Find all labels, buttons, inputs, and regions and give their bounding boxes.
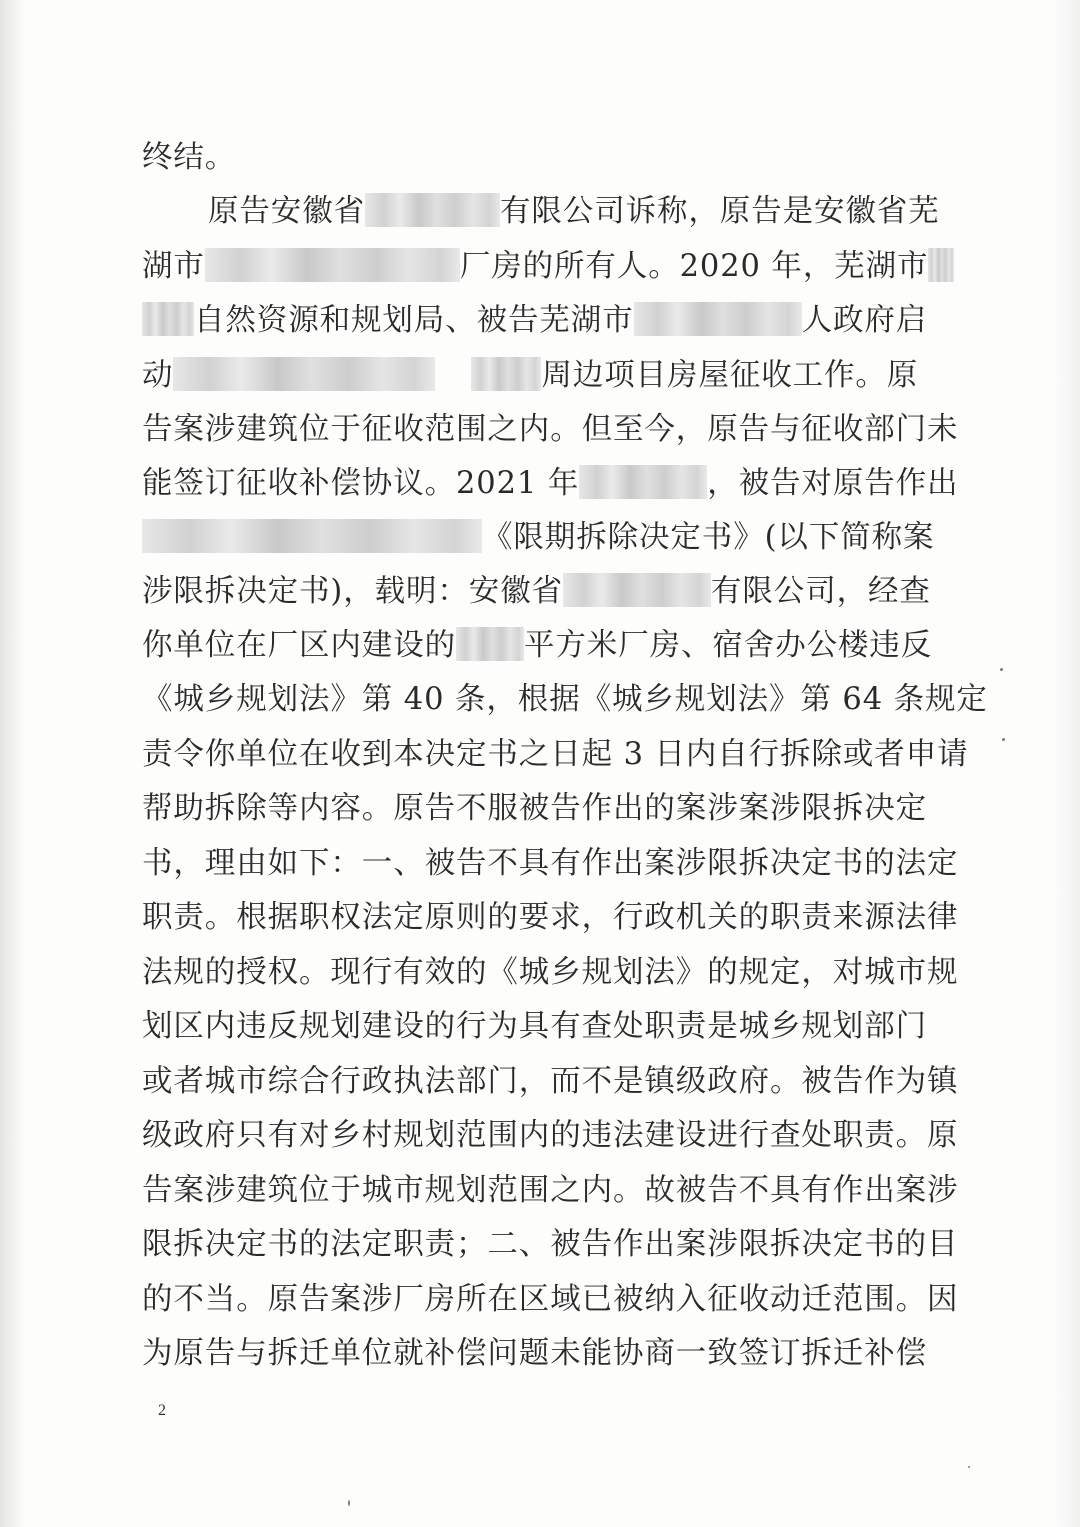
text-line-3 bbox=[142, 245, 929, 289]
text-segment: 的不当。原告案涉厂房所在区域已被纳入征收动迁范围。因 bbox=[142, 1282, 959, 1317]
redaction-block bbox=[173, 357, 435, 391]
text-line-18 bbox=[142, 1060, 959, 1104]
text-segment: 告案涉建筑位于城市规划范围之内。故被告不具有作出案涉 bbox=[142, 1173, 959, 1208]
text-line-8 bbox=[142, 516, 935, 560]
scan-speck bbox=[1000, 668, 1003, 671]
text-segment: 级政府只有对乡村规划范围内的违法建设进行查处职责。原 bbox=[142, 1118, 959, 1153]
scan-edge-shadow-left bbox=[0, 0, 26, 1527]
text-segment: 平方米厂房、宿舍办公楼违反 bbox=[524, 628, 933, 663]
scan-speck bbox=[348, 1500, 350, 1506]
text-segment: 划区内违反规划建设的行为具有查处职责是城乡规划部门 bbox=[142, 1009, 927, 1044]
text-line-16 bbox=[142, 951, 959, 995]
text-segment: 限拆决定书的法定职责；二、被告作出案涉限拆决定书的目 bbox=[142, 1227, 959, 1262]
text-segment: 人政府启 bbox=[801, 303, 928, 338]
text-line-2 bbox=[208, 190, 940, 234]
redaction-block bbox=[142, 302, 194, 336]
text-line-14 bbox=[142, 842, 959, 886]
scan-edge-shadow-right bbox=[1054, 0, 1080, 1527]
redaction-block bbox=[563, 573, 711, 607]
text-line-19 bbox=[142, 1114, 959, 1158]
text-segment: 你单位在厂区内建设的 bbox=[142, 628, 456, 663]
text-line-23 bbox=[142, 1332, 927, 1376]
text-segment: 职责。根据职权法定原则的要求，行政机关的职责来源法律 bbox=[142, 900, 959, 935]
scan-speck bbox=[1002, 738, 1005, 741]
text-segment: 为原告与拆迁单位就补偿问题未能协商一致签订拆迁补偿 bbox=[142, 1336, 927, 1371]
text-line-17 bbox=[142, 1005, 927, 1049]
redaction-block bbox=[456, 627, 524, 661]
text-line-15 bbox=[142, 896, 959, 940]
redaction-block bbox=[142, 519, 482, 553]
text-segment: 法规的授权。现行有效的《城乡规划法》的规定，对城市规 bbox=[142, 955, 959, 990]
text-segment: ，被告对原告作出 bbox=[707, 466, 959, 501]
scan-speck bbox=[968, 1466, 970, 1468]
redaction-block bbox=[471, 357, 541, 391]
text-line-6 bbox=[142, 408, 959, 452]
text-segment: 有限公司诉称，原告是安徽省芜 bbox=[500, 194, 940, 229]
text-segment: 有限公司，经查 bbox=[711, 574, 931, 609]
text-line-4 bbox=[142, 299, 928, 343]
text-segment: 动 bbox=[142, 358, 174, 393]
text-segment: 原告安徽省 bbox=[208, 194, 365, 229]
text-segment: 自然资源和规划局、被告芜湖市 bbox=[194, 303, 634, 338]
page-number: 2 bbox=[158, 1402, 166, 1419]
text-segment: 终结。 bbox=[142, 140, 237, 175]
text-line-11 bbox=[142, 678, 988, 722]
text-segment: 或者城市综合行政执法部门，而不是镇级政府。被告作为镇 bbox=[142, 1064, 959, 1099]
text-line-20 bbox=[142, 1169, 959, 1213]
redaction-block bbox=[205, 248, 460, 282]
redaction-block bbox=[579, 465, 707, 499]
text-segment: 湖市 bbox=[142, 249, 205, 284]
text-line-12 bbox=[142, 733, 969, 777]
text-line-13 bbox=[142, 787, 927, 831]
text-segment: 涉限拆决定书)，载明：安徽省 bbox=[142, 574, 563, 609]
text-line-5 bbox=[142, 354, 919, 398]
text-segment: 厂房的所有人。2020 年，芜湖市 bbox=[459, 249, 929, 284]
text-segment: 书，理由如下：一、被告不具有作出案涉限拆决定书的法定 bbox=[142, 846, 959, 881]
text-segment: 《限期拆除决定书》(以下简称案 bbox=[482, 520, 935, 555]
text-segment: 告案涉建筑位于征收范围之内。但至今，原告与征收部门未 bbox=[142, 412, 959, 447]
text-line-7 bbox=[142, 462, 959, 506]
redaction-block bbox=[365, 193, 500, 227]
redaction-block bbox=[928, 248, 954, 282]
text-segment: 《城乡规划法》第 40 条，根据《城乡规划法》第 64 条规定 bbox=[142, 682, 988, 717]
redaction-block bbox=[634, 302, 802, 336]
text-line-10 bbox=[142, 624, 933, 668]
text-line-22 bbox=[142, 1278, 959, 1322]
text-segment: 责令你单位在收到本决定书之日起 3 日内自行拆除或者申请 bbox=[142, 737, 969, 772]
text-line-9 bbox=[142, 570, 931, 614]
text-segment: 周边项目房屋征收工作。原 bbox=[541, 358, 919, 393]
text-segment: 能签订征收补偿协议。2021 年 bbox=[142, 466, 580, 501]
text-line-21 bbox=[142, 1223, 959, 1267]
text-line-1 bbox=[142, 136, 912, 180]
text-segment: 帮助拆除等内容。原告不服被告作出的案涉案涉限拆决定 bbox=[142, 791, 927, 826]
